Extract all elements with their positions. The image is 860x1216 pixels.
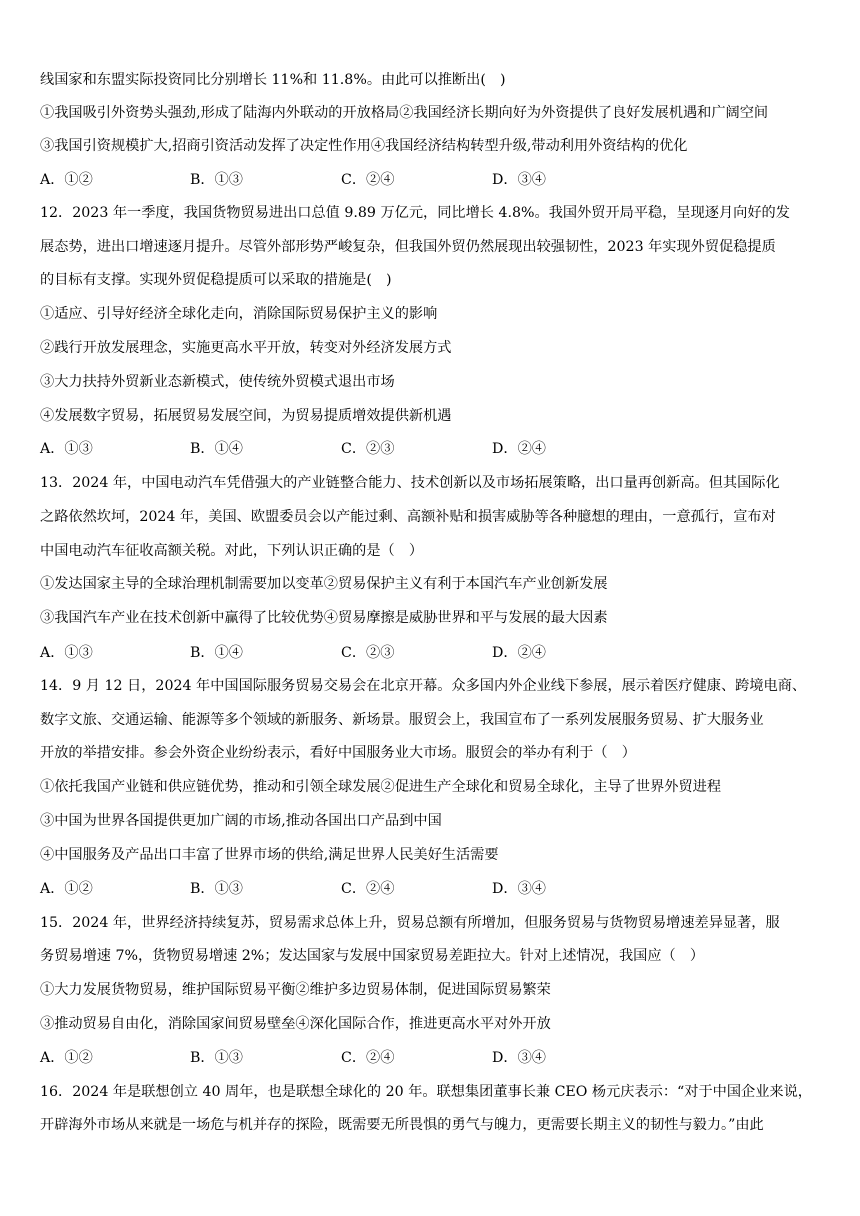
option-b: B．①③: [190, 881, 243, 897]
statement-line: ④中国服务及产品出口丰富了世界市场的供给,满足世界人民美好生活需要: [40, 847, 499, 863]
statement-line: ③我国引资规模扩大,招商引资活动发挥了决定性作用④我国经济结构转型升级,带动利用外资结构的优化: [40, 138, 688, 154]
statement-line: ②践行开放发展理念，实施更高水平开放，转变对外经济发展方式: [40, 340, 452, 356]
question-text-line: 线国家和东盟实际投资同比分别增长 11%和 11.8%。由此可以推断出( ): [40, 72, 506, 88]
option-a: A．①②: [40, 172, 93, 188]
option-a: A．①③: [40, 645, 93, 661]
answer-options: [40, 642, 824, 664]
option-c: C．②③: [341, 645, 395, 661]
option-b: B．①③: [190, 1050, 243, 1066]
question-text-line: 13．2024 年，中国电动汽车凭借强大的产业链整合能力、技术创新以及市场拓展策略，出口量再创新高。但其国际化: [40, 475, 780, 491]
statement-line: ①发达国家主导的全球治理机制需要加以变革②贸易保护主义有利于本国汽车产业创新发展: [40, 576, 608, 592]
question-text-line: 15．2024 年，世界经济持续复苏，贸易需求总体上升，贸易总额有所增加，但服务贸易与货物贸易增速差异显著，服: [40, 915, 780, 931]
option-d: D．③④: [492, 1050, 546, 1066]
option-d: D．③④: [492, 881, 546, 897]
question-text-line: 务贸易增速 7%，货物贸易增速 2%；发达国家与发展中国家贸易差距拉大。针对上述情况，我国应（ ）: [40, 948, 705, 964]
question-text-line: 数字文旅、交通运输、能源等多个领域的新服务、新场景。服贸会上，我国宣布了一系列发展服务贸易、扩大服务业: [40, 712, 764, 728]
statement-line: ①适应、引导好经济全球化走向，消除国际贸易保护主义的影响: [40, 306, 438, 322]
option-d: D．③④: [492, 172, 546, 188]
option-b: B．①③: [190, 172, 243, 188]
option-a: A．①②: [40, 1050, 93, 1066]
answer-options: [40, 169, 824, 191]
statement-line: ①大力发展货物贸易，维护国际贸易平衡②维护多边贸易体制，促进国际贸易繁荣: [40, 982, 551, 998]
option-d: D．②④: [492, 645, 546, 661]
statement-line: ④发展数字贸易，拓展贸易发展空间，为贸易提质增效提供新机遇: [40, 408, 452, 424]
statement-line: ①依托我国产业链和供应链优势，推动和引领全球发展②促进生产全球化和贸易全球化，主导了世界外贸进程: [40, 779, 722, 795]
statement-line: ③我国汽车产业在技术创新中赢得了比较优势④贸易摩擦是威胁世界和平与发展的最大因素: [40, 610, 608, 626]
question-text-line: 开放的举措安排。参会外资企业纷纷表示，看好中国服务业大市场。服贸会的举办有利于（ ）: [40, 745, 636, 761]
question-text-line: 开辟海外市场从来就是一场危与机并存的探险，既需要无所畏惧的勇气与魄力，更需要长期主义的韧性与毅力。”由此: [40, 1117, 764, 1133]
question-text-line: 中国电动汽车征收高额关税。对此，下列认识正确的是（ ）: [40, 543, 424, 559]
question-text-line: 之路依然坎坷，2024 年，美国、欧盟委员会以产能过剩、高额补贴和损害威胁等各种臆想的理由，一意孤行，宣布对: [40, 509, 776, 525]
option-b: B．①④: [190, 441, 243, 457]
answer-options: [40, 1047, 824, 1069]
question-text-line: 的目标有支撑。实现外贸促稳提质可以采取的措施是( ): [40, 272, 392, 288]
question-text-line: 展态势，进出口增速逐月提升。尽管外部形势严峻复杂，但我国外贸仍然展现出较强韧性，2023 年实现外贸促稳提质: [40, 239, 776, 255]
question-text-line: 16．2024 年是联想创立 40 周年，也是联想全球化的 20 年。联想集团董事长兼 CEO 杨元庆表示：“对于中国企业来说，: [40, 1084, 812, 1100]
option-c: C．②④: [341, 1050, 395, 1066]
question-text-line: 12．2023 年一季度，我国货物贸易进出口总值 9.89 万亿元，同比增长 4.8%。我国外贸开局平稳，呈现逐月向好的发: [40, 205, 790, 221]
statement-line: ①我国吸引外资势头强劲,形成了陆海内外联动的开放格局②我国经济长期向好为外资提供了良好发展机遇和广阔空间: [40, 105, 769, 121]
statement-line: ③推动贸易自由化，消除国家间贸易壁垒④深化国际合作，推进更高水平对外开放: [40, 1016, 551, 1032]
option-c: C．②④: [341, 172, 395, 188]
option-a: A．①③: [40, 441, 93, 457]
statement-line: ③大力扶持外贸新业态新模式，使传统外贸模式退出市场: [40, 374, 395, 390]
option-d: D．②④: [492, 441, 546, 457]
option-a: A．①②: [40, 881, 93, 897]
option-c: C．②③: [341, 441, 395, 457]
option-c: C．②④: [341, 881, 395, 897]
question-text-line: 14．9 月 12 日，2024 年中国国际服务贸易交易会在北京开幕。众多国内外企业线下参展，展示着医疗健康、跨境电商、: [40, 678, 807, 694]
option-b: B．①④: [190, 645, 243, 661]
answer-options: [40, 438, 824, 460]
answer-options: [40, 878, 824, 900]
statement-line: ③中国为世界各国提供更加广阔的市场,推动各国出口产品到中国: [40, 813, 442, 829]
